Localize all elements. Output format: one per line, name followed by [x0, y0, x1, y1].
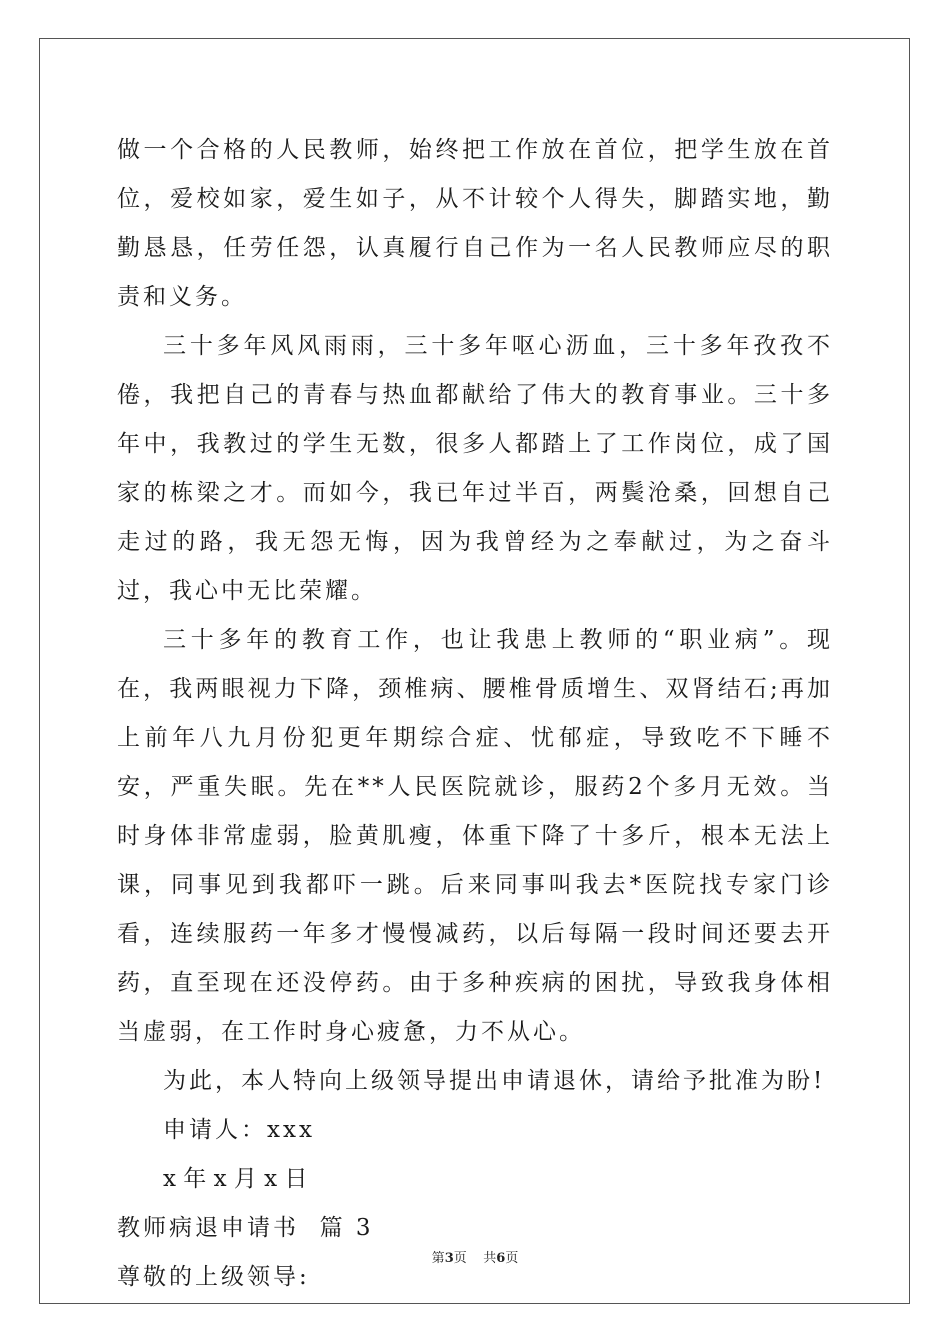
footer-mid: 页 共: [453, 1251, 497, 1266]
footer-current-page: 3: [444, 1251, 454, 1266]
document-body: [117, 126, 833, 1302]
footer-suffix: 页: [505, 1251, 519, 1266]
paragraph-1: 做一个合格的人民教师，始终把工作放在首位，把学生放在首位，爱校如家，爱生如子，从不计较个人得失，脚踏实地，勤勤恳恳，任劳任怨，认真履行自己作为一名人民教师应尽的职责和义务。: [117, 137, 833, 310]
date-line: x 年 x 月 x 日: [163, 1166, 308, 1192]
page-footer: [0, 1247, 950, 1266]
footer-total-pages: 6: [496, 1251, 506, 1266]
footer-prefix: 第: [431, 1251, 445, 1266]
salutation: 尊敬的上级领导:: [117, 1264, 310, 1290]
applicant-line: 申请人：xxx: [163, 1117, 315, 1143]
section-title: 教师病退申请书 篇 3: [117, 1215, 374, 1241]
paragraph-4: 为此，本人特向上级领导提出申请退休，请给予批准为盼!: [163, 1068, 826, 1094]
paragraph-2: 三十多年风风雨雨，三十多年呕心沥血，三十多年孜孜不倦，我把自己的青春与热血都献给了伟大的教育事业。三十多年中，我教过的学生无数，很多人都踏上了工作岗位，成了国家的栋梁之才。而如今，我已年过半百，两鬓沧桑，回想自己走过的路，我无怨无悔，因为我曾经为之奉献过，为之奋斗过，我心中无比荣耀。: [117, 333, 833, 604]
paragraph-3: 三十多年的教育工作，也让我患上教师的“职业病”。现在，我两眼视力下降，颈椎病、腰椎骨质增生、双肾结石;再加上前年八九月份犯更年期综合症、忧郁症，导致吃不下睡不安，严重失眠。先在**人民医院就诊，服药2个多月无效。当时身体非常虚弱，脸黄肌瘦，体重下降了十多斤，根本无法上课，同事见到我都吓一跳。后来同事叫我去*医院找专家门诊看，连续服药一年多才慢慢减药，以后每隔一段时间还要去开药，直至现在还没停药。由于多种疾病的困扰，导致我身体相当虚弱，在工作时身心疲惫，力不从心。: [117, 627, 833, 1045]
